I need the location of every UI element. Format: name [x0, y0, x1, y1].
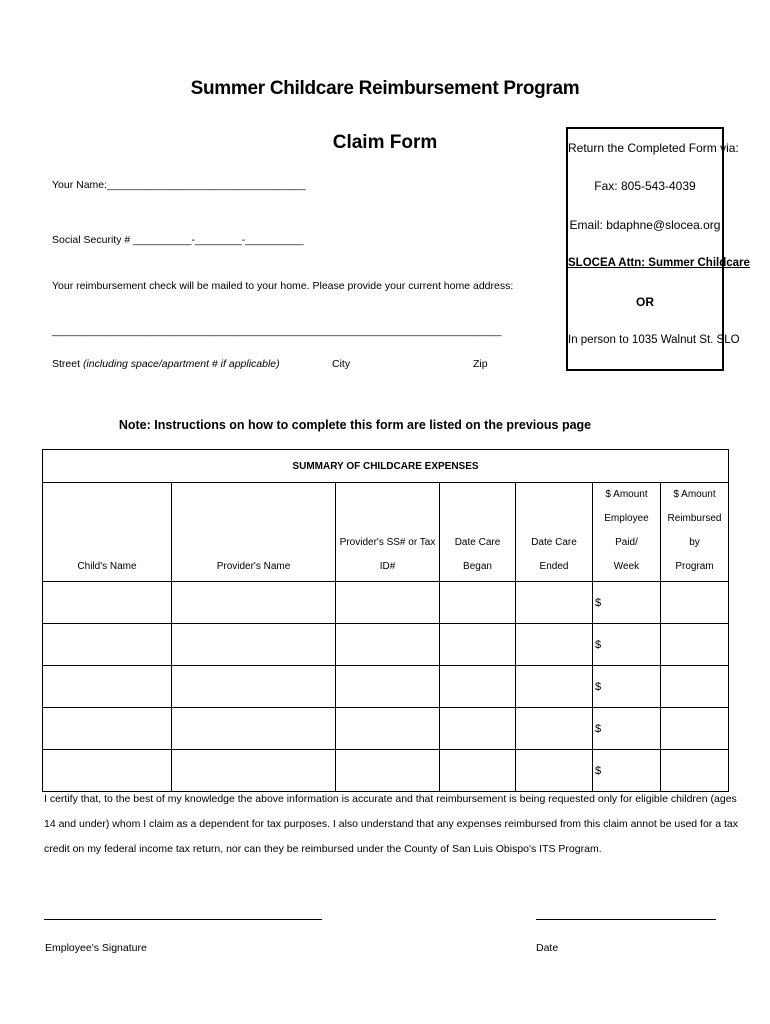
form-subtitle: Claim Form	[332, 132, 438, 153]
cell-provider-name[interactable]	[172, 750, 336, 792]
cell-provider-ss[interactable]	[336, 666, 440, 708]
cell-amount-employee[interactable]: $	[593, 666, 661, 708]
street-label-text: Street	[52, 358, 81, 370]
mail-note: Your reimbursement check will be mailed to your home. Please provide your current home address:	[52, 280, 514, 292]
employee-signature-line[interactable]	[44, 919, 322, 920]
cell-date-ended[interactable]	[516, 750, 593, 792]
cell-amount-reimbursed[interactable]	[661, 708, 729, 750]
ssn-field[interactable]: Social Security # __________-________-__________	[52, 234, 304, 246]
city-label: City	[332, 358, 351, 370]
street-label	[52, 358, 280, 370]
cell-date-began[interactable]	[440, 750, 516, 792]
col-date-began: Date Care Began	[440, 483, 516, 582]
cell-provider-ss[interactable]	[336, 708, 440, 750]
cell-amount-employee[interactable]: $	[593, 750, 661, 792]
table-row	[43, 624, 729, 666]
attn-line: SLOCEA Attn: Summer Childcare	[568, 257, 750, 269]
col-amount-reimbursed-line2: Reimbursed by	[667, 513, 722, 548]
cell-provider-name[interactable]	[172, 624, 336, 666]
col-amount-reimbursed-line1: $ Amount	[673, 489, 716, 500]
fax-number: Fax: 805-543-4039	[594, 179, 696, 193]
table-row	[43, 708, 729, 750]
col-child-name: Child's Name	[43, 483, 172, 582]
cell-child-name[interactable]	[43, 708, 172, 750]
col-date-ended: Date Care Ended	[516, 483, 593, 582]
cell-amount-reimbursed[interactable]	[661, 750, 729, 792]
form-title: Summer Childcare Reimbursement Program	[190, 78, 580, 99]
return-heading: Return the Completed Form via:	[568, 141, 739, 155]
certification-statement: I certify that, to the best of my knowledge the above information is accurate and that reimbursement is being requested only for eligible children (ages 14 and under) whom I claim as a dependent for tax purposes. I also understand that any expenses reimbursed from this claim annot be used for a tax credit on my federal income tax return, nor can they be reimbursed under the County of San Luis Obispo's ITS Program.	[44, 793, 738, 855]
cell-provider-name[interactable]	[172, 582, 336, 624]
col-amount-reimbursed	[661, 483, 729, 582]
cell-amount-reimbursed[interactable]	[661, 666, 729, 708]
cell-date-ended[interactable]	[516, 582, 593, 624]
cell-provider-ss[interactable]	[336, 624, 440, 666]
col-amount-reimbursed-line3: Program	[675, 561, 714, 572]
instructions-note: Note: Instructions on how to complete this form are listed on the previous page	[118, 418, 592, 432]
name-field[interactable]: Your Name:__________________________________	[52, 179, 306, 191]
cell-provider-name[interactable]	[172, 666, 336, 708]
cell-child-name[interactable]	[43, 624, 172, 666]
cell-child-name[interactable]	[43, 582, 172, 624]
col-provider-ss-line1: Provider's SS# or Tax	[339, 537, 436, 548]
date-label: Date	[536, 942, 559, 954]
cell-provider-name[interactable]	[172, 708, 336, 750]
cell-date-ended[interactable]	[516, 624, 593, 666]
table-row	[43, 750, 729, 792]
street-hint: (including space/apartment # if applicable)	[82, 358, 280, 370]
employee-signature-label: Employee's Signature	[45, 942, 147, 954]
cell-child-name[interactable]	[43, 750, 172, 792]
cell-date-ended[interactable]	[516, 666, 593, 708]
cell-amount-reimbursed[interactable]	[661, 582, 729, 624]
table-row	[43, 666, 729, 708]
cell-date-began[interactable]	[440, 666, 516, 708]
table-header-row	[43, 483, 729, 582]
childcare-expenses-table	[42, 449, 729, 792]
cell-amount-reimbursed[interactable]	[661, 624, 729, 666]
return-info-box	[566, 127, 750, 371]
col-provider-ss	[336, 483, 440, 582]
date-signature-line[interactable]	[536, 919, 716, 920]
cell-date-began[interactable]	[440, 582, 516, 624]
cell-child-name[interactable]	[43, 666, 172, 708]
or-label: OR	[636, 295, 654, 309]
cell-date-began[interactable]	[440, 624, 516, 666]
in-person-address: In person to 1035 Walnut St. SLO	[568, 334, 740, 346]
cell-date-began[interactable]	[440, 708, 516, 750]
cell-amount-employee[interactable]: $	[593, 624, 661, 666]
col-amount-employee	[593, 483, 661, 582]
col-amount-employee-line3: Week	[613, 561, 640, 572]
cell-date-ended[interactable]	[516, 708, 593, 750]
cell-amount-employee[interactable]: $	[593, 708, 661, 750]
email-address: Email: bdaphne@slocea.org	[569, 218, 721, 232]
col-provider-name: Provider's Name	[172, 483, 336, 582]
cell-provider-ss[interactable]	[336, 750, 440, 792]
zip-label: Zip	[473, 358, 488, 370]
table-row	[43, 582, 729, 624]
col-amount-employee-line1: $ Amount	[605, 489, 648, 500]
col-provider-ss-line2: ID#	[379, 561, 396, 572]
cell-provider-ss[interactable]	[336, 582, 440, 624]
table-caption: SUMMARY OF CHILDCARE EXPENSES	[43, 450, 729, 483]
col-amount-employee-line2: Employee Paid/	[604, 513, 649, 548]
cell-amount-employee[interactable]: $	[593, 582, 661, 624]
address-line[interactable]: _____________________________________________________________________________	[52, 325, 502, 337]
